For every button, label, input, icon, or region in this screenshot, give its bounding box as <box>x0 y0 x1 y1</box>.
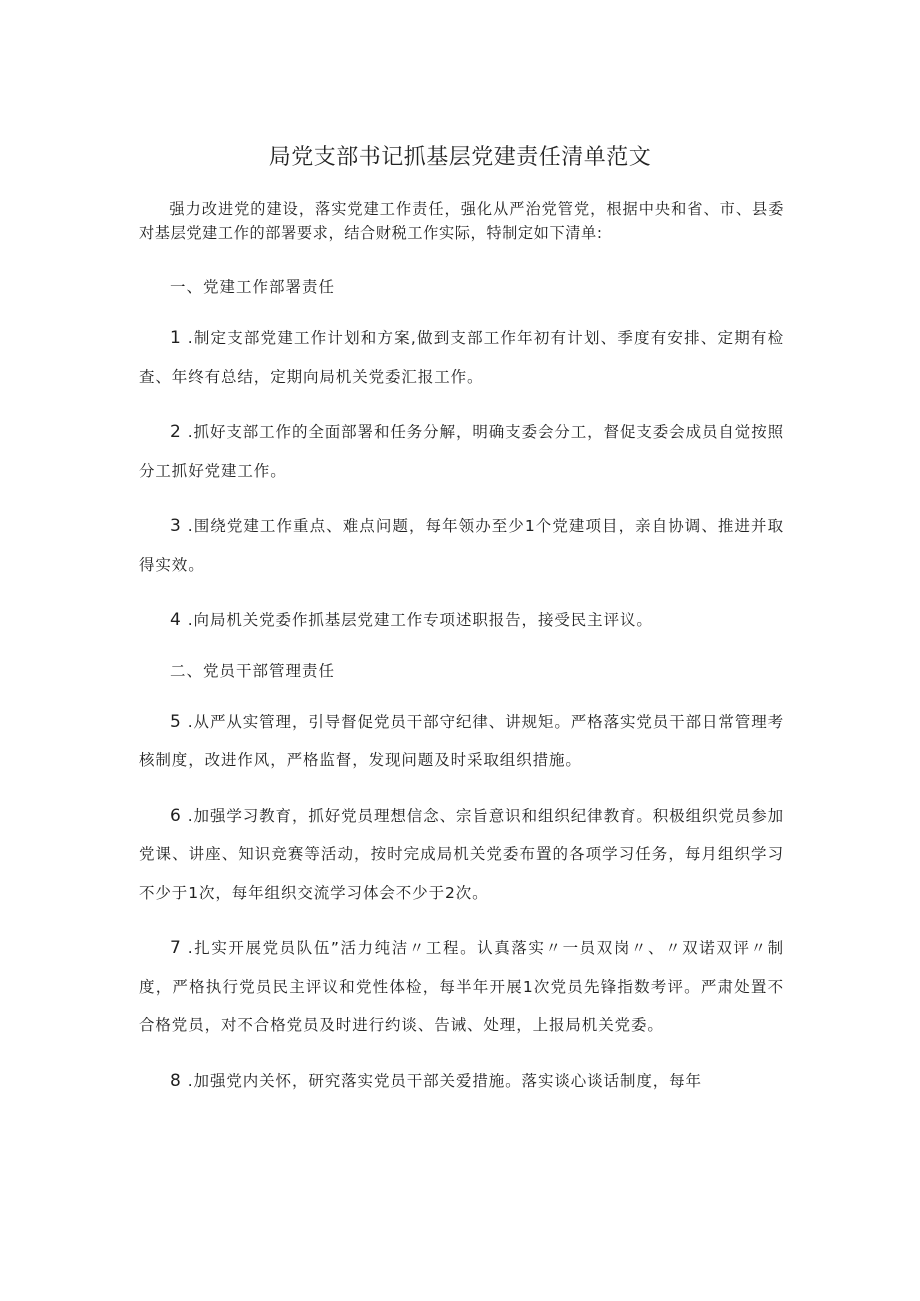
item-text: .扎实开展党员队伍”活力纯洁〃工程。认真落实〃一员双岗〃、〃双诺双评〃制度，严格执行党员民主评议和党性体检，每半年开展1次党员先锋指数考评。严肃处置不合格党员，对不合格党员及时进行约谈、告诫、处理，上报局机关党委。 <box>139 939 784 1034</box>
item-text: .从严从实管理，引导督促党员干部守纪律、讲规矩。严格落实党员干部日常管理考核制度，改进作风，严格监督，发现问题及时采取组织措施。 <box>139 712 784 769</box>
item-text: .围绕党建工作重点、难点问题，每年领办至少1个党建项目，亲自协调、推进并取得实效。 <box>139 517 784 574</box>
item-number: 5 <box>170 711 182 732</box>
section-heading-1: 一、党建工作部署责任 <box>170 278 336 296</box>
item-number: 6 <box>170 805 182 826</box>
section-heading-2: 二、党员干部管理责任 <box>170 661 336 680</box>
list-item <box>139 797 784 913</box>
list-item <box>139 507 784 584</box>
intro-paragraph: 强力改进党的建设，落实党建工作责任，强化从严治党管党，根据中央和省、市、县委对基层党建工作的部署要求，结合财税工作实际，特制定如下清单: <box>139 200 784 242</box>
item-number: 1 <box>170 328 182 348</box>
item-text: .制定支部党建工作计划和方案,做到支部工作年初有计划、季度有安排、定期有检查、年终有总结，定期向局机关党委汇报工作。 <box>139 329 784 386</box>
list-item <box>139 929 784 1045</box>
list-item <box>139 1062 784 1101</box>
item-text: .加强党内关怀，研究落实党员干部关爱措施。落实谈心谈话制度，每年 <box>187 1071 702 1090</box>
item-text: .加强学习教育，抓好党员理想信念、宗旨意识和组织纪律教育。积极组织党员参加党课、讲座、知识竞赛等活动，按时完成局机关党委布置的各项学习任务，每月组织学习不少于1次，每年组织交流学习体会不少于2次。 <box>139 806 784 902</box>
list-item <box>139 319 784 396</box>
item-number: 3 <box>170 516 182 536</box>
item-number: 4 <box>170 610 182 630</box>
item-number: 2 <box>170 422 182 442</box>
document-body <box>139 197 784 1117</box>
list-item <box>139 703 784 780</box>
item-number: 7 <box>170 938 182 958</box>
document-title: 局党支部书记抓基层党建责任清单范文 <box>268 145 652 170</box>
list-item <box>139 413 784 490</box>
item-text: .向局机关党委作抓基层党建工作专项述职报告，接受民主评议。 <box>187 611 653 629</box>
list-item <box>139 601 784 640</box>
item-number: 8 <box>170 1070 182 1091</box>
item-text: .抓好支部工作的全面部署和任务分解，明确支委会分工，督促支委会成员自觉按照分工抓好党建工作。 <box>139 423 784 480</box>
